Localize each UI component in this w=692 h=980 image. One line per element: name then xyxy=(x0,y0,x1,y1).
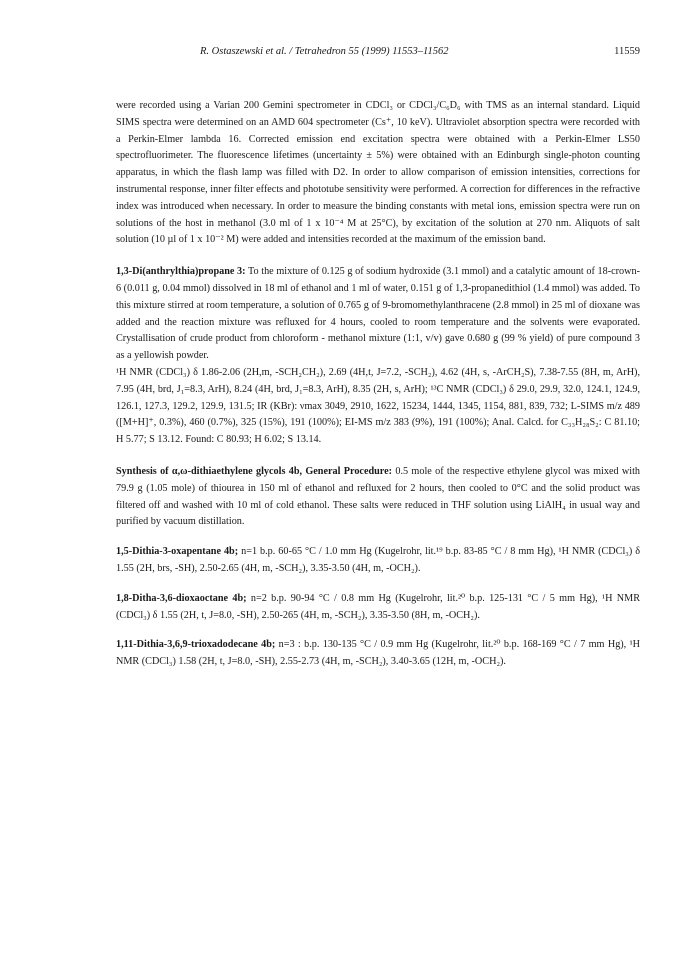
compound-dithia-oxapentane-title: 1,5-Dithia-3-oxapentane 4b; xyxy=(116,546,239,558)
synthesis-4b-paragraph xyxy=(116,464,640,531)
compound-dithia-trioxadodecane-text: n=3 : b.p. 130-135 °C / 0.9 mm Hg (Kugelrohr, lit.²⁰ b.p. 168-169 °C / 7 mm Hg), ¹H NMR (CDCl₃) 1.58 (2H, t, J=8.0, -SH), 2.55-2.73 (4H, m, -SCH₂), 3.40-3.65 (12H, m, -OCH₂). xyxy=(116,639,640,668)
compound-ditha-dioxaoctane xyxy=(116,591,640,625)
methods-paragraph: were recorded using a Varian 200 Gemini spectrometer in CDCl₃ or CDCl₃/C₆D₆ with TMS as an internal standard. Liquid SIMS spectra were determined on an AMD 604 spectrometer (Cs⁺, 10 keV). Ultraviolet absorption spectra were recorded with a Perkin-Elmer lambda 16. Corrected emission end excitation spectra were obtained with a Perkin-Elmer LS50 spectrofluorimeter. The fluorescence lifetimes (uncertainty ± 5%) were obtained with an Edinburgh single-photon counting apparatus, in which the flash lamp was filled with D2. In order to allow comparison of emission intensities, corrections for instrumental response, inner filter effects and phototube sensitivity were performed. A correction for differences in the refractive index was introduced when necessary. In order to measure the binding constants with metal ions, emission spectra were run on solutions of the host in methanol (3.0 ml of 1 x 10⁻⁴ M at 25°C), by excitation of the solution at 270 nm. Aliquots of salt solution (10 µl of 1 x 10⁻² M) were added and intensities recorded at the maximum of the emission band. xyxy=(116,100,640,246)
compound-3-spectral-data: ¹H NMR (CDCl₃) δ 1.86-2.06 (2H,m, -SCH₂CH₂), 2.69 (4H,t, J=7.2, -SCH₂), 4.62 (4H, s, -ArCH₂S), 7.38-7.55 (8H, m, ArH), 7.95 (4H, brd, J₁=8.3, ArH), 8.24 (4H, brd, J₁=8.3, ArH), 8.35 (2H, s, ArH); ¹³C NMR (CDCl₃) δ 29.0, 29.9, 32.0, 124.1, 124.9, 126.1, 127.3, 129.2, 129.9, 131.5; IR (KBr): νmax 3049, 2910, 1622, 15234, 1444, 1345, 1154, 881, 839, 732; L-SIMS m/z 489 ([M+H]⁺, 0.3%), 460 (0.7%), 325 (15%), 191 (100%); EI-MS m/z 383 (9%), 191 (100%); Anal. Calcd. for C₃₃H₂₈S₂: C 81.10; H 5.77; S 13.12. Found: C 80.93; H 6.02; S 13.14. xyxy=(116,366,640,446)
page-header xyxy=(116,46,640,62)
page-number: 11559 xyxy=(614,46,640,57)
compound-ditha-dioxaoctane-text: n=2 b.p. 90-94 °C / 0.8 mm Hg (Kugelrohr, lit.²⁰ b.p. 125-131 °C / 5 mm Hg), ¹H NMR (CDCl₃) δ 1.55 (2H, t, J=8.0, -SH), 2.50-265 (4H, m, -SCH₂), 3.35-3.50 (8H, m, -OCH₂). xyxy=(116,592,640,621)
compound-dithia-oxapentane xyxy=(116,544,640,578)
compound-dithia-oxapentane-text: n=1 b.p. 60-65 °C / 1.0 mm Hg (Kugelrohr, lit.¹⁹ b.p. 83-85 °C / 8 mm Hg), ¹H NMR (CDCl₃) δ 1.55 (2H, brs, -SH), 2.50-2.65 (4H, m, -SCH₂), 3.35-3.50 (4H, m, -OCH₂). xyxy=(116,546,640,574)
compound-dithia-trioxadodecane-title: 1,11-Dithia-3,6,9-trioxadodecane 4b; xyxy=(116,639,276,651)
compound-3-paragraph xyxy=(116,264,640,365)
running-head: R. Ostaszewski et al. / Tetrahedron 55 (1999) 11553–11562 xyxy=(200,46,449,57)
compound-ditha-dioxaoctane-title: 1,8-Ditha-3,6-dioxaoctane 4b; xyxy=(116,592,247,604)
synthesis-4b-text: 0.5 mole of the respective ethylene glycol was mixed with 79.9 g (1.05 mole) of thiourea in 150 ml of ethanol and refluxed for 2 hours, then cooled to 0°C and the solid product was filtered off and washed with 10 ml of cold ethanol. These salts were reduced in THF solution using LiAlH₄ in usual way and purified by vacuum distillation. xyxy=(116,465,640,528)
compound-3-title: 1,3-Di(anthrylthia)propane 3: xyxy=(116,266,246,278)
synthesis-4b-title: Synthesis of α,ω-dithiaethylene glycols 4b, General Procedure: xyxy=(116,465,393,477)
compound-3-procedure: To the mixture of 0.125 g of sodium hydroxide (3.1 mmol) and a catalytic amount of 18-crown-6 (0.011 g, 0.04 mmol) dissolved in 18 ml of ethanol and 1 ml of water, 0.151 g of 1,3-propanedithiol (1.4 mmol) was added. To this mixture stirred at room temperature, a solution of 0.765 g of 9-bromomethylanthracene (2.8 mmol) in 25 ml of dioxane was added and the reaction mixture was refluxed for 4 hours, cooled to room temperature and the solvents were evaporated. Crystallisation of crude product from chloroform - methanol mixture (1:1, v/v) gave 0.680 g (99 % yield) of pure compound 3 as a yellowish powder. xyxy=(116,266,640,362)
article-body xyxy=(116,98,640,671)
compound-dithia-trioxadodecane xyxy=(116,637,640,671)
